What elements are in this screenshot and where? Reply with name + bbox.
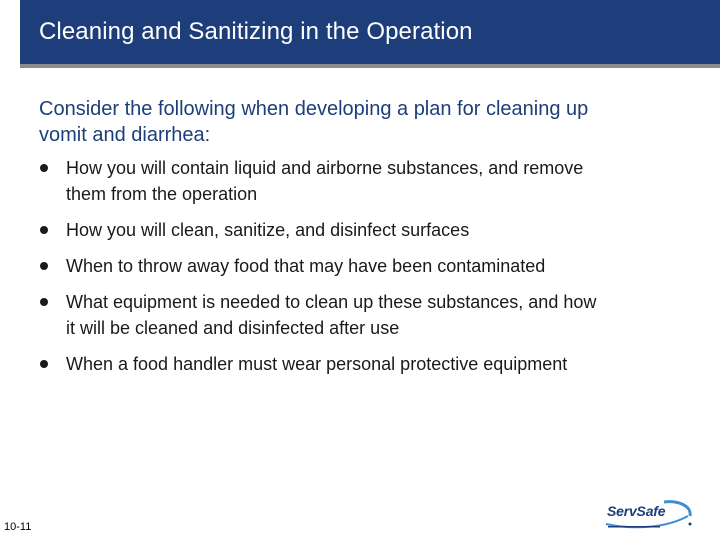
bullet-text: How you will contain liquid and airborne substances, and remove them from the operation: [66, 158, 584, 204]
bullet-text: When a food handler must wear personal protective equipment: [66, 354, 568, 374]
bullet-item: [39, 155, 599, 207]
bullet-text: What equipment is needed to clean up these substances, and how it will be cleaned and disinfected after use: [66, 292, 597, 338]
bullet-item: [39, 351, 599, 377]
bullet-icon: [40, 360, 48, 368]
bullet-item: [39, 289, 599, 341]
slide-number: 10-11: [4, 521, 32, 533]
logo-label: ServSafe: [607, 503, 666, 519]
bullet-item: [39, 253, 599, 279]
bullet-text: How you will clean, sanitize, and disinfect surfaces: [66, 220, 470, 240]
bullet-list: [39, 155, 599, 387]
slide-title: Cleaning and Sanitizing in the Operation: [39, 18, 473, 45]
bullet-text: When to throw away food that may have been contaminated: [66, 256, 546, 276]
bullet-icon: [40, 298, 48, 306]
bullet-item: [39, 217, 599, 243]
lead-text: Consider the following when developing a plan for cleaning up vomit and diarrhea:: [39, 98, 589, 146]
bullet-icon: [40, 226, 48, 234]
title-bar: [20, 0, 720, 64]
bullet-icon: [40, 262, 48, 270]
title-divider: [20, 64, 720, 68]
bullet-icon: [40, 164, 48, 172]
servsafe-logo: [604, 498, 696, 532]
